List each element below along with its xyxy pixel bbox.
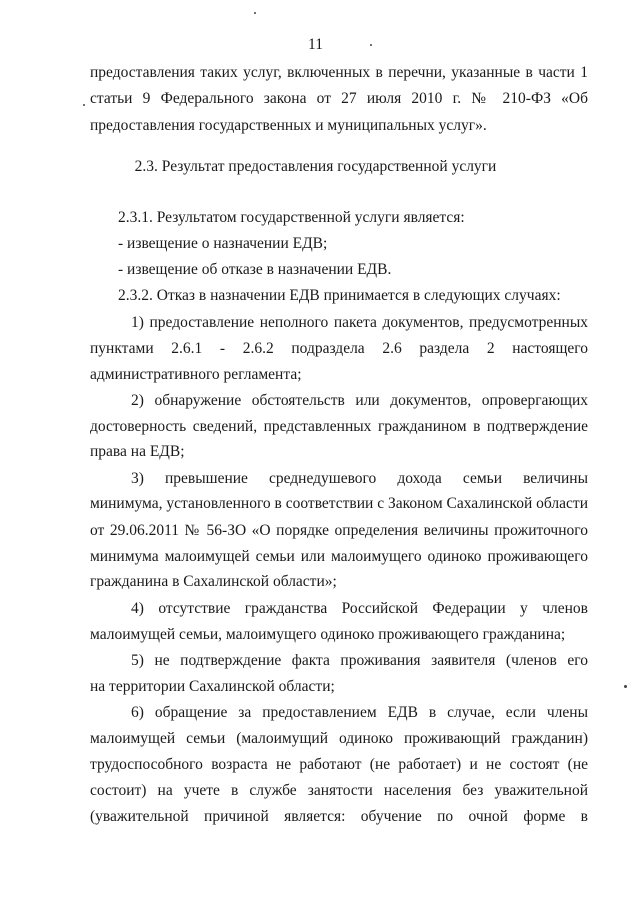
item6-line-5: (уважительной причиной является: обучение по очной форме в	[90, 808, 588, 825]
item3-line-3: от 29.06.2011 № 56-ЗО «О порядке определения величины прожиточного	[90, 522, 588, 539]
p231-line-2: - извещение о назначении ЕДВ;	[118, 235, 328, 252]
item4-line-1: 4) отсутствие гражданства Российской Федерации у членов	[131, 600, 588, 617]
item3-line-2: минимума, установленного в соответствии с Законом Сахалинской области	[90, 495, 588, 512]
page-number: 11	[308, 36, 323, 53]
item6-line-3: трудоспособного возраста не работают (не работает) и не состоят (не	[90, 756, 588, 773]
section-heading: 2.3. Результат предоставления государственной услуги	[134, 158, 497, 175]
item6-line-4: состоит) на учете в службе занятости населения без уважительной	[90, 782, 588, 799]
item2-line-1: 2) обнаружение обстоятельств или документов, опровергающих	[131, 392, 588, 409]
intro-line-2: статьи 9 Федерального закона от 27 июля 2010 г. № 210-ФЗ «Об	[90, 90, 588, 107]
intro-line-1: предоставления таких услуг, включенных в перечни, указанные в части 1	[90, 64, 588, 81]
item6-line-1: 6) обращение за предоставлением ЕДВ в случае, если члены	[131, 704, 588, 721]
p231-line-1: 2.3.1. Результатом государственной услуги является:	[118, 209, 465, 226]
item4-line-2: малоимущей семьи, малоимущего одиноко проживающего гражданина;	[90, 626, 566, 643]
item1-line-2: пунктами 2.6.1 - 2.6.2 подраздела 2.6 раздела 2 настоящего	[90, 340, 588, 357]
item1-line-1: 1) предоставление неполного пакета документов, предусмотренных	[131, 314, 588, 331]
item2-line-3: права на ЕДВ;	[90, 443, 185, 460]
p231-line-3: - извещение об отказе в назначении ЕДВ.	[118, 261, 392, 278]
item3-line-1: 3) превышение среднедушевого дохода семьи величины	[131, 470, 588, 487]
item5-line-1: 5) не подтверждение факта проживания заявителя (членов его	[131, 652, 588, 669]
item2-line-2: достоверность сведений, представленных гражданином в подтверждение	[90, 418, 588, 435]
scan-speck	[624, 685, 627, 688]
item1-line-3: административного регламента;	[90, 366, 302, 383]
intro-line-3: предоставления государственных и муниципальных услуг».	[90, 117, 487, 134]
scan-speck	[254, 12, 256, 14]
p232-intro: 2.3.2. Отказ в назначении ЕДВ принимается в следующих случаях:	[118, 287, 561, 304]
item5-line-2: на территории Сахалинской области;	[90, 678, 335, 695]
scan-speck	[370, 44, 372, 46]
item6-line-2: малоимущей семьи (малоимущий одиноко проживающий гражданин)	[90, 730, 588, 747]
scan-speck	[83, 104, 85, 106]
item3-line-5: гражданина в Сахалинской области»;	[90, 573, 337, 590]
item3-line-4: минимума малоимущей семьи или малоимущего одиноко проживающего	[90, 548, 588, 565]
